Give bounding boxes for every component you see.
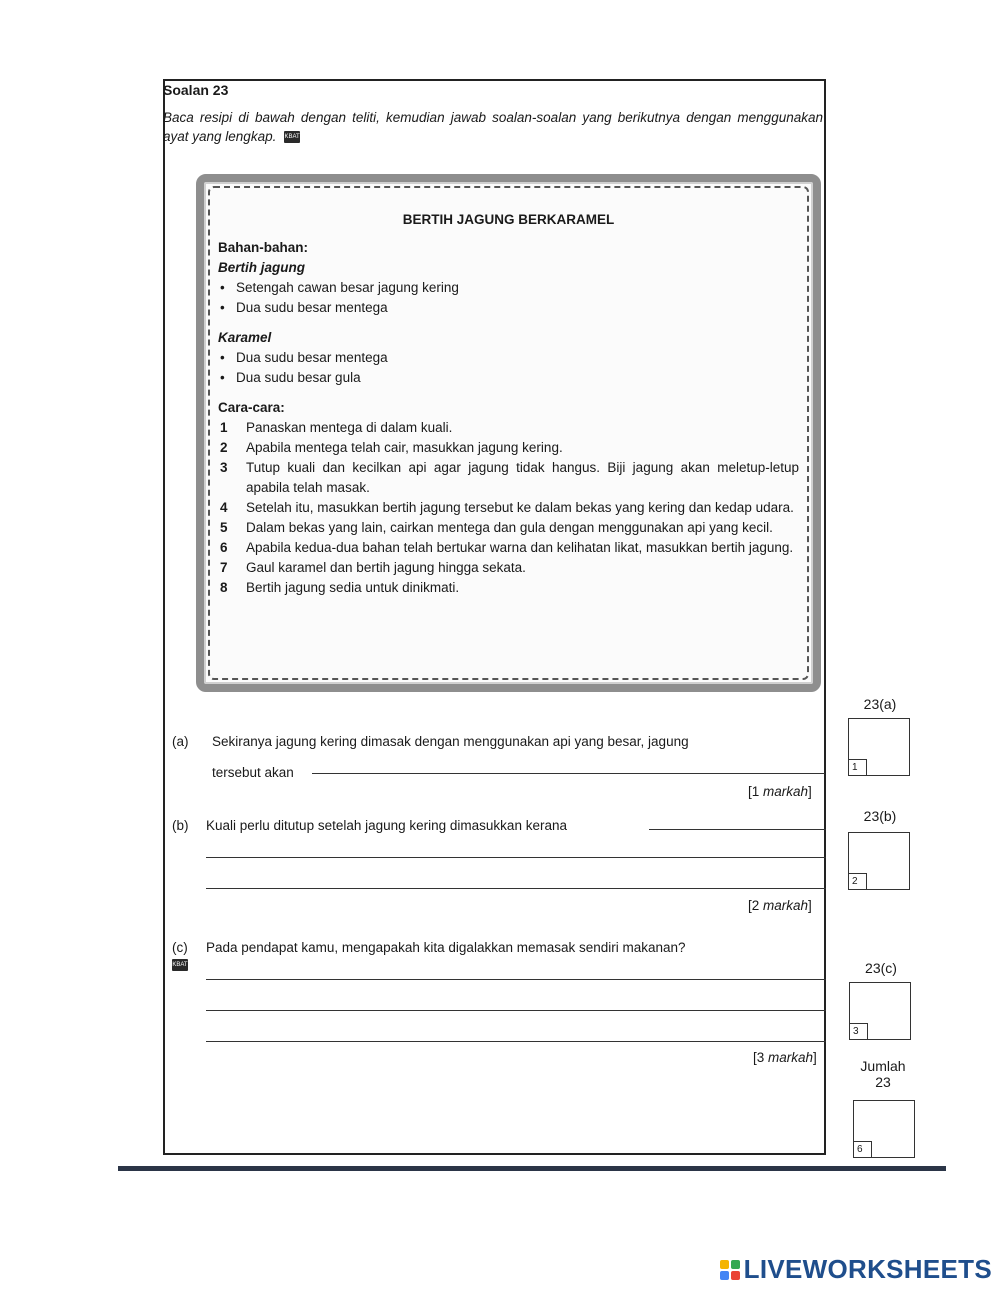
question-a: [172, 734, 826, 784]
score-label-total: Jumlah 23: [860, 1058, 906, 1090]
ingredients-heading: Bahan-bahan:: [218, 240, 309, 255]
bullet-icon: •: [220, 370, 225, 385]
kbat-icon: KBAT: [284, 131, 300, 143]
score-max-c: 3: [850, 1023, 868, 1039]
score-box-a[interactable]: [848, 718, 910, 776]
list-item: • Dua sudu besar mentega: [218, 298, 799, 318]
list-item: • Setengah cawan besar jagung kering: [218, 278, 799, 298]
answer-line-c-3[interactable]: [206, 1041, 826, 1042]
question-a-text-continued: tersebut akan: [212, 765, 294, 780]
recipe-content: [218, 238, 799, 598]
question-c-label: (c): [172, 940, 188, 955]
recipe-title: BERTIH JAGUNG BERKARAMEL: [402, 212, 615, 227]
question-title: Soalan 23: [163, 82, 229, 98]
marks-b: [2 markah]: [748, 898, 812, 913]
question-c: [172, 940, 826, 960]
step-item: 4 Setelah itu, masukkan bertih jagung tersebut ke dalam bekas yang kering dan kedap udara.: [220, 500, 794, 515]
bullet-icon: •: [220, 350, 225, 365]
score-label-b: 23(b): [863, 808, 897, 824]
score-max-b: 2: [849, 873, 867, 889]
logo-square-icon: [720, 1260, 729, 1269]
marks-c: [3 markah]: [753, 1050, 817, 1065]
score-box-b[interactable]: [848, 832, 910, 890]
score-label-a: 23(a): [863, 696, 897, 712]
question-b: [172, 818, 826, 838]
step-item: 6 Apabila kedua-dua bahan telah bertukar warna dan kelihatan likat, masukkan bertih jagung.: [220, 540, 794, 555]
recipe-frame: [196, 174, 821, 692]
step-item: 3 Tutup kuali dan kecilkan api agar jagung tidak hangus. Biji jagung akan meletup-letup apabila telah masak.: [220, 460, 799, 495]
logo-square-icon: [720, 1271, 729, 1280]
score-box-total[interactable]: [853, 1100, 915, 1158]
popcorn-heading: Bertih jagung: [218, 260, 305, 275]
question-b-label: (b): [172, 818, 189, 833]
bottom-rule: [118, 1166, 946, 1171]
score-label-c: 23(c): [865, 960, 897, 976]
bullet-icon: •: [220, 300, 225, 315]
answer-line-a[interactable]: [312, 773, 825, 774]
question-c-text: Pada pendapat kamu, mengapakah kita digalakkan memasak sendiri makanan?: [206, 940, 686, 955]
steps-heading: Cara-cara:: [218, 400, 285, 415]
step-item: 2 Apabila mentega telah cair, masukkan jagung kering.: [220, 440, 563, 455]
question-instruction: [163, 108, 823, 146]
bullet-icon: •: [220, 280, 225, 295]
step-item: 1 Panaskan mentega di dalam kuali.: [220, 420, 453, 435]
step-item: 7 Gaul karamel dan bertih jagung hingga sekata.: [220, 560, 526, 575]
step-item: 8 Bertih jagung sedia untuk dinikmati.: [220, 580, 460, 595]
score-box-c[interactable]: [849, 982, 911, 1040]
question-b-text: Kuali perlu ditutup setelah jagung kering dimasukkan kerana: [206, 818, 567, 833]
list-item: • Dua sudu besar mentega: [218, 348, 799, 368]
answer-line-b-3[interactable]: [206, 888, 826, 889]
score-max-total: 6: [854, 1141, 872, 1157]
caramel-heading: Karamel: [218, 330, 272, 345]
caramel-ingredients: [218, 348, 799, 388]
answer-line-c-2[interactable]: [206, 1010, 826, 1011]
score-max-a: 1: [849, 759, 867, 775]
answer-line-b-2[interactable]: [206, 857, 826, 858]
list-item: • Dua sudu besar gula: [218, 368, 799, 388]
liveworksheets-brand: [720, 1254, 992, 1285]
logo-square-icon: [731, 1260, 740, 1269]
logo-square-icon: [731, 1271, 740, 1280]
liveworksheets-logo-icon: [720, 1260, 740, 1280]
question-a-label: (a): [172, 734, 189, 749]
instruction-text: Baca resipi di bawah dengan teliti, kemudian jawab soalan-soalan yang berikutnya dengan menggunakan ayat yang lengkap.: [163, 110, 823, 144]
brand-text: LIVEWORKSHEETS: [743, 1254, 992, 1284]
question-a-text: Sekiranya jagung kering dimasak dengan menggunakan api yang besar, jagung: [212, 734, 689, 749]
step-item: 5 Dalam bekas yang lain, cairkan mentega dan gula dengan menggunakan api yang kecil.: [220, 520, 773, 535]
popcorn-ingredients: [218, 278, 799, 318]
marks-a: [1 markah]: [748, 784, 812, 799]
answer-line-c-1[interactable]: [206, 979, 826, 980]
steps-list: [218, 418, 799, 598]
answer-line-b-1[interactable]: [649, 829, 826, 830]
kbat-icon: KBAT: [172, 959, 188, 971]
